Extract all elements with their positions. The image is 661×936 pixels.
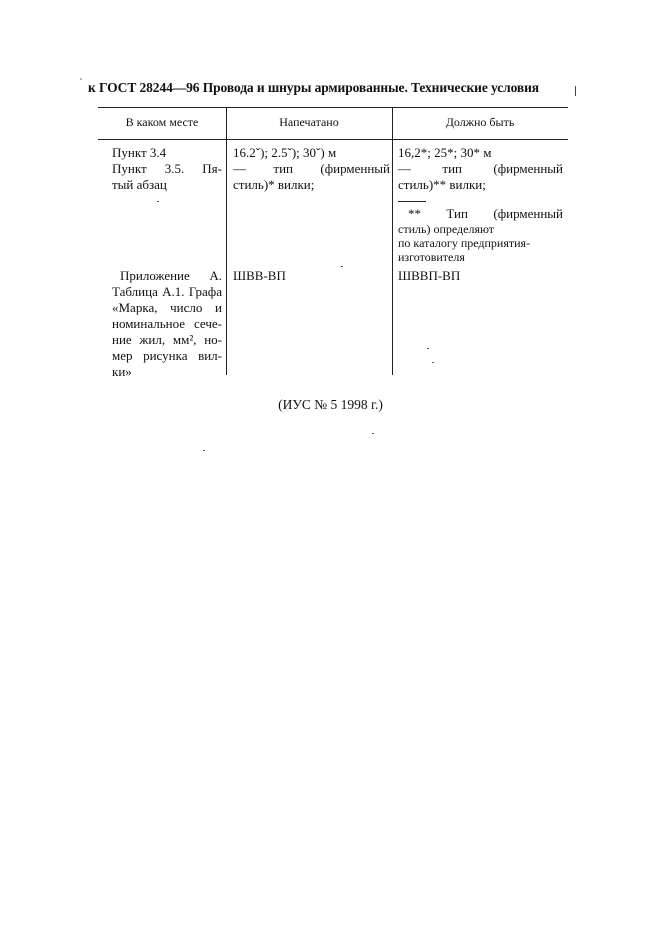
- row2-place-line1: Приложение А.: [120, 268, 222, 283]
- table-top-rule: [98, 107, 568, 108]
- header-title: к ГОСТ 28244—96 Провода и шнуры армированные. Технические условия: [88, 80, 539, 95]
- row1-place-line2: Пункт 3.5. Пя-: [112, 161, 222, 176]
- row2-place-line5: ние жил, мм², но-: [112, 332, 222, 347]
- row2-printed-value: ШВВ-ВП: [233, 268, 286, 283]
- column-header-correct: Должно быть: [445, 115, 515, 129]
- header-edge-mark: [575, 86, 576, 96]
- row1-place-line3: тый абзац: [112, 177, 167, 192]
- row2-place-line3: «Марка, число и: [112, 300, 222, 315]
- row2-place-line4: номинальное сече-: [112, 316, 222, 331]
- scan-speck: [432, 362, 434, 363]
- publication-reference: (ИУС № 5 1998 г.): [278, 397, 383, 412]
- row1-footnote-line3: по каталогу предприятия-: [398, 236, 531, 250]
- row2-place-cell: [112, 268, 222, 380]
- row2-place-line2: Таблица А.1. Графа: [112, 284, 222, 299]
- scan-speck: [427, 348, 429, 349]
- row1-footnote-line1: ** Тип (фирменный: [408, 206, 563, 221]
- scan-speck: [372, 433, 374, 434]
- row1-printed-line1: 16.2ˇ); 2.5ˇ); 30ˇ) м: [233, 145, 337, 160]
- scan-speck: [341, 266, 343, 267]
- row1-printed-line3: стиль)* вилки;: [233, 177, 315, 192]
- column-header-place: В каком месте: [125, 115, 199, 129]
- header-tick-mark: ˋ: [79, 77, 83, 89]
- row2-place-line6: мер рисунка вил-: [112, 348, 222, 363]
- row1-printed-cell: [233, 145, 390, 193]
- row1-correct-cell: [398, 145, 563, 264]
- row1-footnote-line2: стиль) определяют: [398, 222, 495, 236]
- row1-place-cell: [112, 145, 222, 193]
- column-divider-1: [226, 107, 227, 375]
- row1-footnote-line4: изготовителя: [398, 250, 465, 264]
- row1-correct-line2: — тип (фирменный: [398, 161, 563, 176]
- row1-printed-line2: — тип (фирменный: [233, 161, 390, 176]
- footnote-separator: [398, 201, 426, 202]
- table-header-rule: [98, 139, 568, 140]
- row1-correct-line3: стиль)** вилки;: [398, 177, 486, 192]
- scan-speck: [157, 201, 159, 202]
- row1-place-line1: Пункт 3.4: [112, 145, 167, 160]
- row2-correct-value: ШВВП-ВП: [398, 268, 461, 283]
- row2-printed-cell: [233, 268, 390, 284]
- row2-correct-cell: [398, 268, 563, 284]
- row2-place-line7: ки»: [112, 364, 132, 379]
- column-divider-2: [392, 107, 393, 375]
- column-header-printed: Напечатано: [279, 115, 339, 129]
- document-header: [79, 77, 578, 96]
- scan-speck: [203, 450, 205, 451]
- row1-correct-line1: 16,2*; 25*; 30* м: [398, 145, 492, 160]
